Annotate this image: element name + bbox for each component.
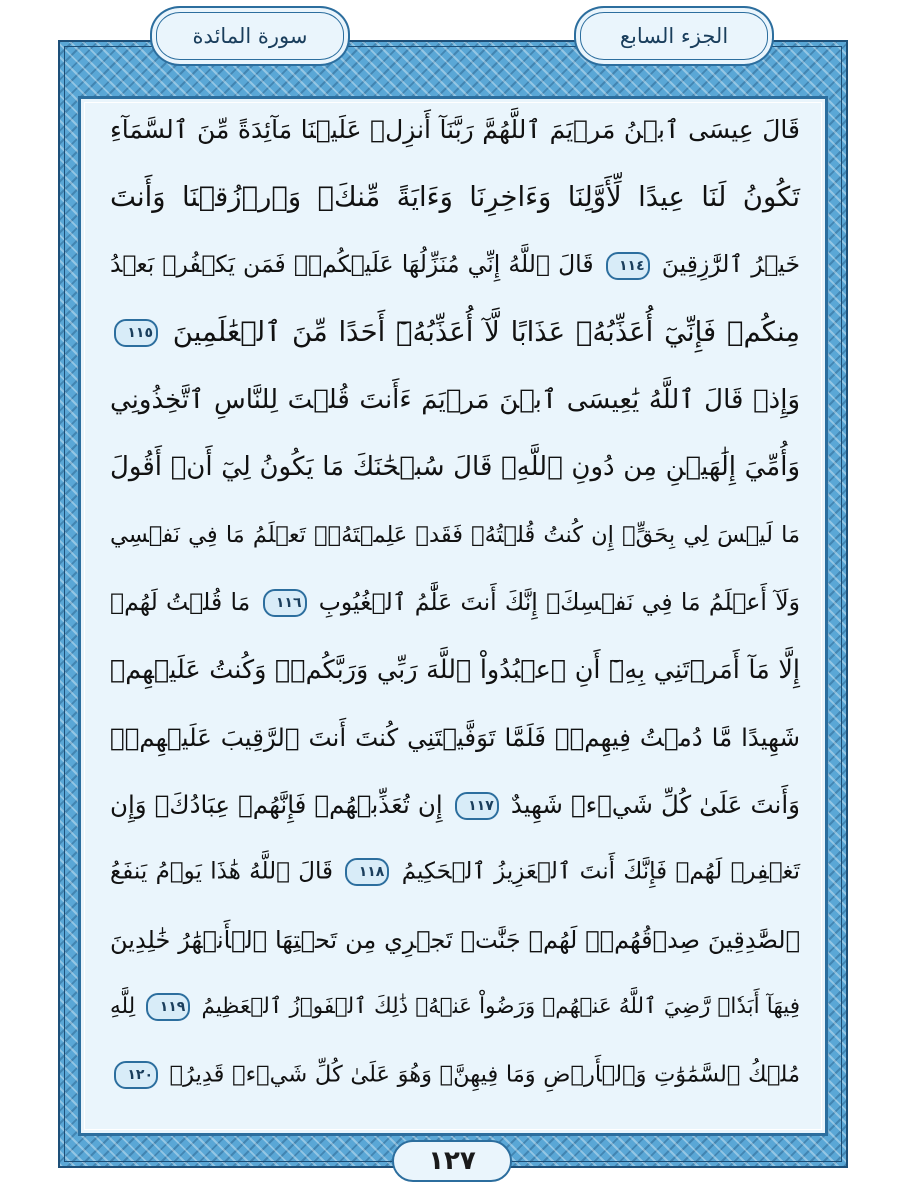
verse-words: فِيهَآ أَبَدٗاۖ رَّضِيَ ٱللَّهُ عَنۡهُمۡ وَرَضُواْ عَنۡهُۚ ذَٰلِكَ ٱلۡفَوۡزُ ٱلۡعَظِيمُ	[201, 994, 801, 1020]
text-line	[110, 569, 800, 637]
verse-words: وَلَآ أَعۡلَمُ مَا فِي نَفۡسِكَۚ إِنَّكَ أَنتَ عَلَّٰمُ ٱلۡغُيُوبِ	[318, 587, 800, 616]
line-text	[110, 522, 800, 548]
verse-words: تَكُونُ لَنَا عِيدًا لِّأَوَّلِنَا وَءَاخِرِنَا وَءَايَةً مِّنكَۖ وَٱرۡزُقۡنَا وَأَنتَ	[110, 181, 800, 214]
ayah-number-marker: ١١٩	[146, 993, 190, 1021]
text-line	[110, 164, 800, 232]
verse-words: ٱلصَّٰدِقِينَ صِدۡقُهُمۡۚ لَهُمۡ جَنَّٰتٞ تَجۡرِي مِن تَحۡتِهَا ٱلۡأَنۡهَٰرُ خَٰلِدِينَ	[110, 925, 800, 954]
line-text	[110, 250, 800, 280]
text-line	[110, 771, 800, 839]
verse-words: لِلَّهِ	[110, 994, 136, 1020]
text-line	[110, 366, 800, 434]
verse-words: قَالَ ٱللَّهُ هَٰذَا يَوۡمُ يَنفَعُ	[110, 858, 333, 885]
ayah-number-marker: ١١٨	[345, 858, 389, 886]
line-text	[110, 115, 800, 144]
verse-words: وَأُمِّيَ إِلَٰهَيۡنِ مِن دُونِ ٱللَّهِۖ قَالَ سُبۡحَٰنَكَ مَا يَكُونُ لِيٓ أَنۡ أَقُولَ	[110, 452, 800, 483]
ayah-number-marker: ١١٦	[263, 589, 307, 617]
surah-name: سورة المائدة	[192, 24, 308, 48]
verse-words: وَإِذۡ قَالَ ٱللَّهُ يَٰعِيسَى ٱبۡنَ مَرۡيَمَ ءَأَنتَ قُلۡتَ لِلنَّاسِ ٱتَّخِذُونِي	[110, 384, 800, 415]
text-line	[110, 974, 800, 1042]
ayah-number-marker: ١١٤	[606, 252, 650, 280]
verse-words: مِنكُمۡ فَإِنِّيٓ أُعَذِّبُهُۥ عَذَابًا لَّآ أُعَذِّبُهُۥٓ أَحَدًا مِّنَ ٱلۡعَٰلَمِينَ	[172, 316, 800, 349]
line-text	[110, 790, 800, 820]
juz-name: الجزء السابع	[619, 24, 729, 48]
verse-words: مَا قُلۡتُ لَهُمۡ	[110, 587, 251, 616]
line-text	[110, 723, 800, 752]
text-line	[110, 1041, 800, 1109]
line-text	[110, 316, 800, 348]
line-text	[110, 452, 800, 482]
line-text	[110, 181, 800, 213]
text-line	[110, 501, 800, 569]
ayah-number-marker: ١٢٠	[114, 1061, 158, 1089]
text-line	[110, 299, 800, 367]
text-line	[110, 839, 800, 907]
text-line	[110, 96, 800, 164]
page-number	[392, 1140, 512, 1182]
text-line	[110, 231, 800, 299]
line-text	[110, 385, 800, 415]
verse-text-block	[110, 96, 800, 1109]
ayah-number-marker: ١١٧	[455, 792, 499, 820]
line-text	[110, 993, 800, 1021]
verse-words: وَأَنتَ عَلَىٰ كُلِّ شَيۡءٖ شَهِيدٌ	[510, 789, 801, 819]
text-line	[110, 906, 800, 974]
ayah-number-marker: ١١٥	[114, 319, 158, 347]
line-text	[110, 588, 800, 618]
line-text	[110, 1061, 800, 1089]
page-number-label: ١٢٧	[428, 1146, 476, 1176]
verse-words: قَالَ عِيسَى ٱبۡنُ مَرۡيَمَ ٱللَّهُمَّ رَبَّنَآ أَنزِلۡ عَلَيۡنَا مَآئِدَةً مِّنَ ٱلسَّمَآءِ	[110, 115, 800, 145]
line-text	[110, 655, 800, 685]
verse-words: شَهِيدًا مَّا دُمۡتُ فِيهِمۡۖ فَلَمَّا تَوَفَّيۡتَنِي كُنتَ أَنتَ ٱلرَّقِيبَ عَلَيۡهِمۡۚ	[110, 722, 800, 752]
text-line	[110, 704, 800, 772]
verse-words: خَيۡرُ ٱلرَّٰزِقِينَ	[661, 250, 800, 278]
verse-words: قَالَ ٱللَّهُ إِنِّي مُنَزِّلُهَا عَلَيۡكُمۡۖ فَمَن يَكۡفُرۡ بَعۡدُ	[110, 250, 594, 278]
line-text	[110, 858, 800, 886]
line-text	[110, 926, 800, 954]
juz-name-header	[574, 6, 774, 66]
text-line	[110, 434, 800, 502]
surah-name-header	[150, 6, 350, 66]
verse-words: مُلۡكُ ٱلسَّمَٰوَٰتِ وَٱلۡأَرۡضِ وَمَا فِيهِنَّۚ وَهُوَ عَلَىٰ كُلِّ شَيۡءٖ قَدِيرُۢ	[169, 1061, 800, 1088]
verse-words: إِلَّا مَآ أَمَرۡتَنِي بِهِۦٓ أَنِ ٱعۡبُدُواْ ٱللَّهَ رَبِّي وَرَبَّكُمۡۚ وَكُنتُ عَلَيۡهِمۡ	[110, 654, 800, 685]
text-line	[110, 636, 800, 704]
verse-words: مَا لَيۡسَ لِي بِحَقٍّۚ إِن كُنتُ قُلۡتُهُۥ فَقَدۡ عَلِمۡتَهُۥۚ تَعۡلَمُ مَا فِي نَفۡسِي	[110, 521, 800, 548]
verse-words: تَغۡفِرۡ لَهُمۡ فَإِنَّكَ أَنتَ ٱلۡعَزِيزُ ٱلۡحَكِيمُ	[401, 858, 801, 885]
verse-words: إِن تُعَذِّبۡهُمۡ فَإِنَّهُمۡ عِبَادُكَۖ وَإِن	[110, 789, 443, 819]
